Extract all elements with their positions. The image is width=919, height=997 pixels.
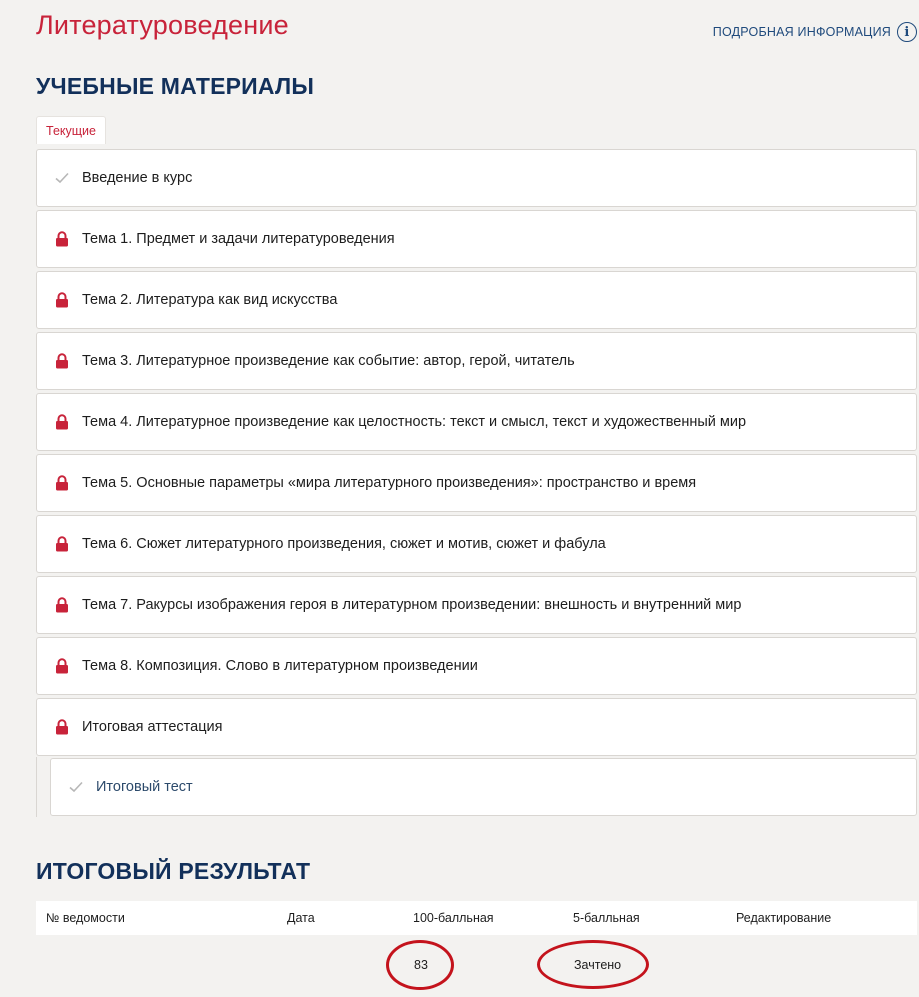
column-header-score-5: 5-балльная [573,911,640,925]
material-item-label: Тема 7. Ракурсы изображения героя в литературном произведении: внешность и внутренний мир [82,597,742,613]
material-item-label: Тема 2. Литература как вид искусства [82,292,338,308]
lock-icon [53,352,71,370]
lock-icon [53,535,71,553]
final-test-label: Итоговый тест [96,779,193,795]
material-item-label: Тема 4. Литературное произведение как целостность: текст и смысл, текст и художественный мир [82,414,747,430]
material-item[interactable] [36,149,917,207]
material-item[interactable] [36,576,917,634]
results-table-header [36,901,917,935]
lock-icon [53,413,71,431]
material-item[interactable] [36,698,917,756]
check-icon [67,778,85,796]
material-item-label: Введение в курс [82,170,193,186]
materials-list [36,149,917,759]
lock-icon [53,718,71,736]
column-header-editing: Редактирование [736,911,832,925]
column-header-score-100: 100-балльная [413,911,494,925]
lock-icon [53,291,71,309]
result-section-title: ИТОГОВЫЙ РЕЗУЛЬТАТ [36,858,311,884]
material-item-label: Итоговая аттестация [82,719,223,735]
lock-icon [53,230,71,248]
details-link-label: ПОДРОБНАЯ ИНФОРМАЦИЯ [712,25,891,39]
check-icon [53,169,71,187]
tab-current[interactable]: Текущие [36,116,106,144]
material-item[interactable] [36,515,917,573]
score-100-value: 83 [414,958,428,972]
details-link[interactable] [713,22,917,42]
lock-icon [53,657,71,675]
material-item-label: Тема 3. Литературное произведение как событие: автор, герой, читатель [82,353,575,369]
material-item-label: Тема 1. Предмет и задачи литературоведения [82,231,395,247]
column-header-date: Дата [287,911,315,925]
material-item[interactable] [36,332,917,390]
material-item[interactable] [36,454,917,512]
table-row [36,935,917,995]
column-header-number: № ведомости [46,911,125,925]
material-item-label: Тема 6. Сюжет литературного произведения, сюжет и мотив, сюжет и фабула [82,536,606,552]
materials-section-title: УЧЕБНЫЕ МАТЕРИАЛЫ [36,73,315,99]
lock-icon [53,596,71,614]
material-item[interactable] [36,637,917,695]
final-test-item[interactable] [50,758,917,816]
info-icon[interactable]: i [897,22,917,42]
final-test-group [36,757,917,817]
score-5-value: Зачтено [574,958,622,972]
lock-icon [53,474,71,492]
material-item[interactable] [36,210,917,268]
results-table [36,901,917,995]
course-title: Литературоведение [36,10,289,40]
material-item[interactable] [36,393,917,451]
tree-connector-line [36,757,37,817]
material-item[interactable] [36,271,917,329]
material-item-label: Тема 5. Основные параметры «мира литературного произведения»: пространство и время [82,475,697,491]
material-item-label: Тема 8. Композиция. Слово в литературном произведении [82,658,478,674]
